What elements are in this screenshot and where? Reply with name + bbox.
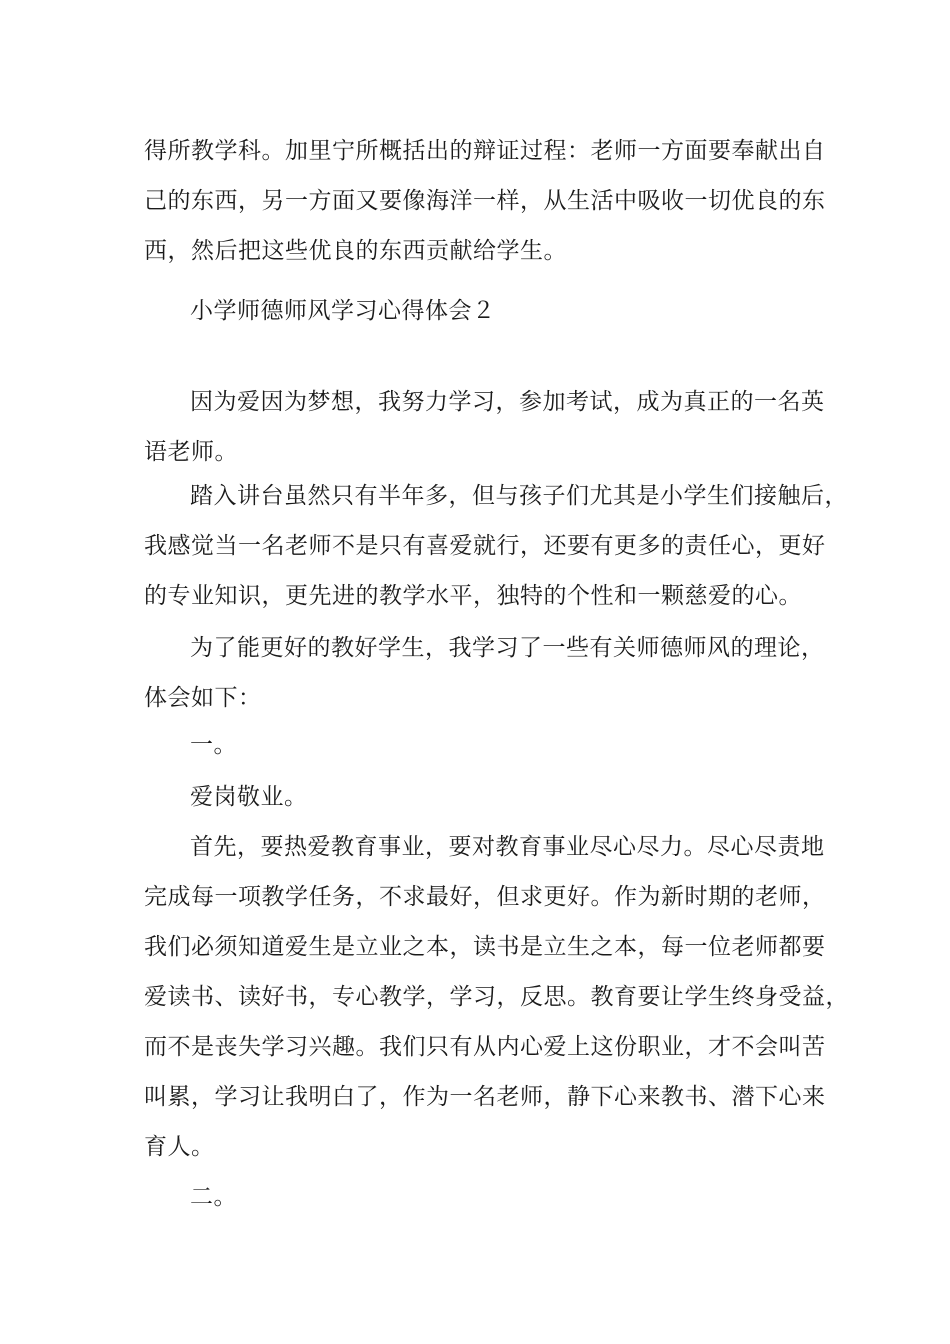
section-number: 二。 [190,1184,237,1210]
section-one-heading [144,772,809,822]
text-line: 叫累，学习让我明白了，作为一名老师，静下心来教书、潜下心来 [144,1084,826,1110]
text-line: 的专业知识，更先进的教学水平，独特的个性和一颗慈爱的心。 [144,583,802,609]
text-line: 完成每一项教学任务，不求最好，但求更好。作为新时期的老师， [144,884,826,910]
text-line: 踏入讲台虽然只有半年多，但与孩子们尤其是小学生们接触后， [190,483,848,509]
section-number: 一。 [190,732,237,758]
paragraph-dedication [144,822,849,1172]
text-line: 而不是丧失学习兴趣。我们只有从内心爱上这份职业，才不会叫苦 [144,1034,826,1060]
paragraph-experience [144,471,848,621]
text-line: 己的东西，另一方面又要像海洋一样，从生活中吸收一切优良的东 [144,188,826,214]
section-heading: 爱岗敬业。 [190,784,308,810]
section-title [144,286,809,336]
paragraph-study [144,623,825,723]
text-line: 得所教学科。加里宁所概括出的辩证过程：老师一方面要奉献出自 [144,138,826,164]
paragraph-continuation [144,126,826,276]
text-line: 为了能更好的教好学生，我学习了一些有关师德师风的理论， [190,635,825,661]
section-title-text: 小学师德师风学习心得体会２ [190,298,496,324]
text-line: 育人。 [144,1134,215,1160]
text-line: 西，然后把这些优良的东西贡献给学生。 [144,238,567,264]
text-line: 我们必须知道爱生是立业之本，读书是立生之本，每一位老师都要 [144,934,826,960]
paragraph-intro [144,377,825,477]
section-one-number [144,720,809,770]
text-line: 语老师。 [144,439,238,465]
text-line: 体会如下： [144,685,262,711]
text-line: 因为爱因为梦想，我努力学习，参加考试，成为真正的一名英 [190,389,825,415]
section-two-number [144,1172,809,1222]
text-line: 我感觉当一名老师不是只有喜爱就行，还要有更多的责任心，更好 [144,533,826,559]
text-line: 爱读书、读好书，专心教学，学习，反思。教育要让学生终身受益， [144,984,849,1010]
text-line: 首先，要热爱教育事业，要对教育事业尽心尽力。尽心尽责地 [190,834,825,860]
